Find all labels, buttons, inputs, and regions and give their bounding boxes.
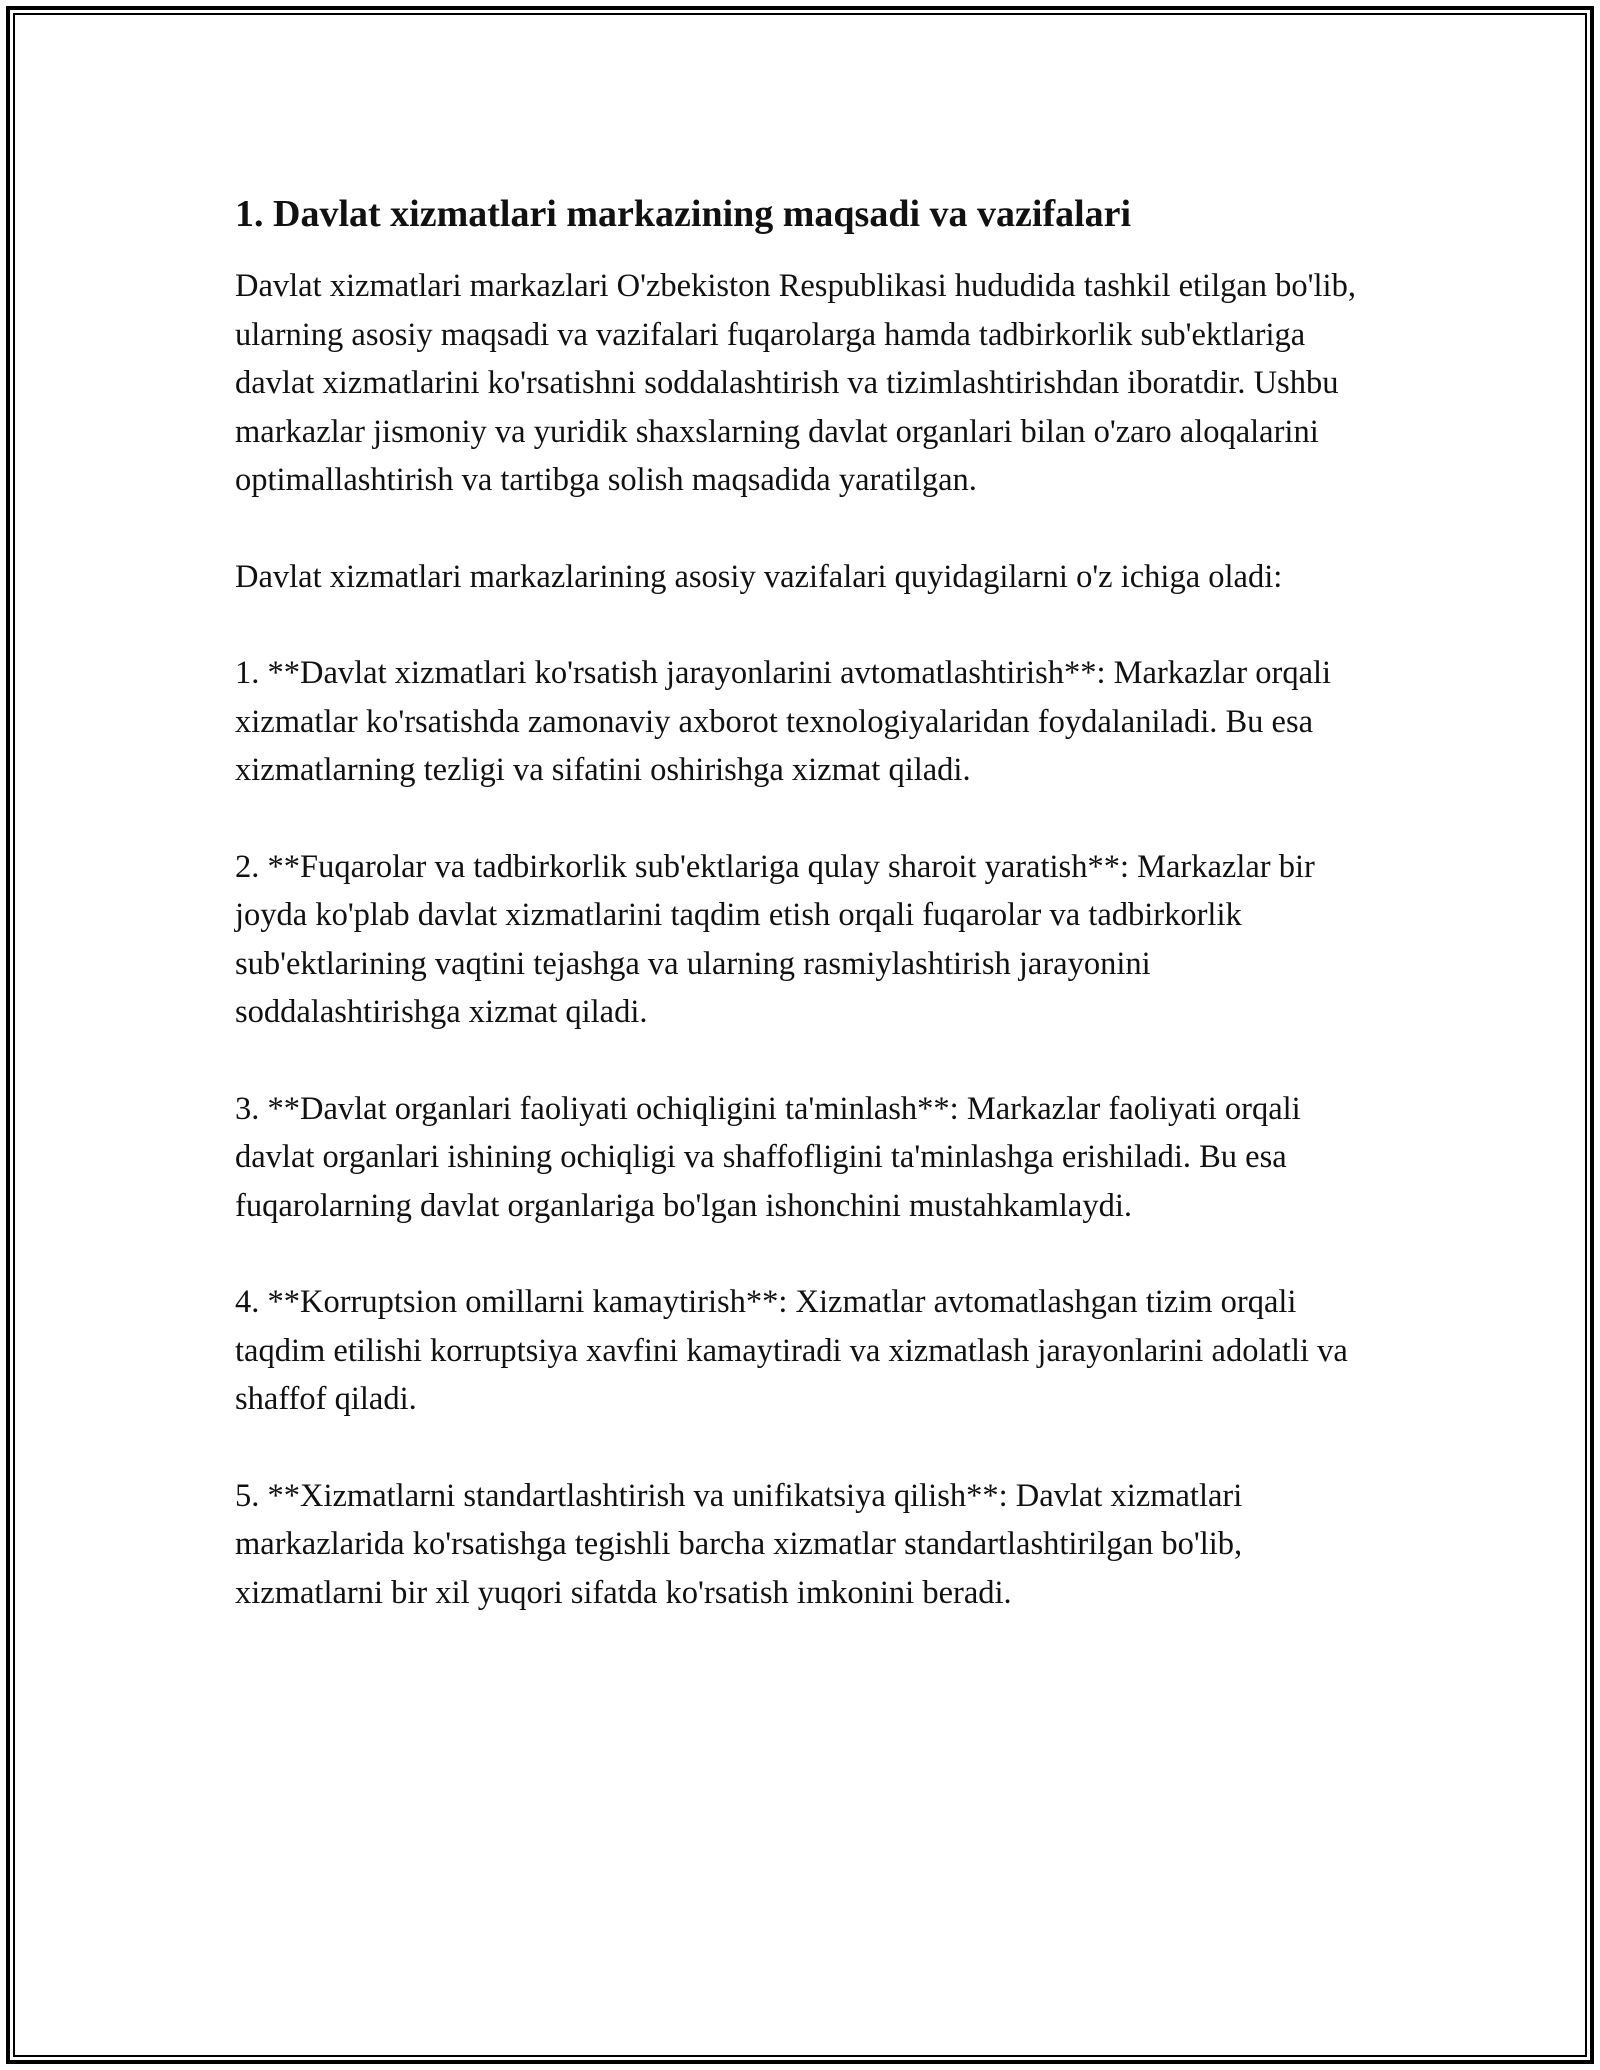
task-item-2: 2. **Fuqarolar va tadbirkorlik sub'ektlariga qulay sharoit yaratish**: Markazlar bir joyda ko'plab davlat xizmatlarini taqdim etish orqali fuqarolar va tadbirkorlik sub'ektlarining vaqtini tejashga va ularning rasmiylashtirish jarayonini soddalashtirishga xizmat qiladi. — [235, 848, 1315, 1030]
document-title: 1. Davlat xizmatlari markazining maqsadi va vazifalari — [235, 193, 1132, 235]
tasks-lead-paragraph: Davlat xizmatlari markazlarining asosiy vazifalari quyidagilarni o'z ichiga oladi: — [235, 558, 1283, 595]
document-body — [235, 188, 1365, 1665]
intro-paragraph: Davlat xizmatlari markazlari O'zbekiston Respublikasi hududida tashkil etilgan bo'lib, ularning asosiy maqsadi va vazifalari fuqarolarga hamda tadbirkorlik sub'ektlariga davlat xizmatlarini ko'rsatishni soddalashtirish va tizimlashtirishdan iboratdir. Ushbu markazlar jismoniy va yuridik shaxslarning davlat organlari bilan o'zaro aloqalarini optimallashtirish va tartibga solish maqsadida yaratilgan. — [235, 268, 1356, 498]
task-item-4: 4. **Korruptsion omillarni kamaytirish**: Xizmatlar avtomatlashgan tizim orqali taqdim etilishi korruptsiya xavfini kamaytiradi va xizmatlash jarayonlarini adolatli va shaffof qiladi. — [235, 1284, 1348, 1417]
task-item-1: 1. **Davlat xizmatlari ko'rsatish jarayonlarini avtomatlashtirish**: Markazlar orqali xizmatlar ko'rsatishda zamonaviy axborot texnologiyalaridan foydalaniladi. Bu esa xizmatlarning tezligi va sifatini oshirishga xizmat qiladi. — [235, 655, 1332, 788]
task-item-5: 5. **Xizmatlarni standartlashtirish va unifikatsiya qilish**: Davlat xizmatlari markazlarida ko'rsatishga tegishli barcha xizmatlar standartlashtirilgan bo'lib, xizmatlarni bir xil yuqori sifatda ko'rsatish imkonini beradi. — [235, 1477, 1243, 1611]
task-item-3: 3. **Davlat organlari faoliyati ochiqligini ta'minlash**: Markazlar faoliyati orqali davlat organlari ishining ochiqligi va shaffofligini ta'minlashga erishiladi. Bu esa fuqarolarning davlat organlariga bo'lgan ishonchini mustahkamlaydi. — [235, 1090, 1301, 1224]
